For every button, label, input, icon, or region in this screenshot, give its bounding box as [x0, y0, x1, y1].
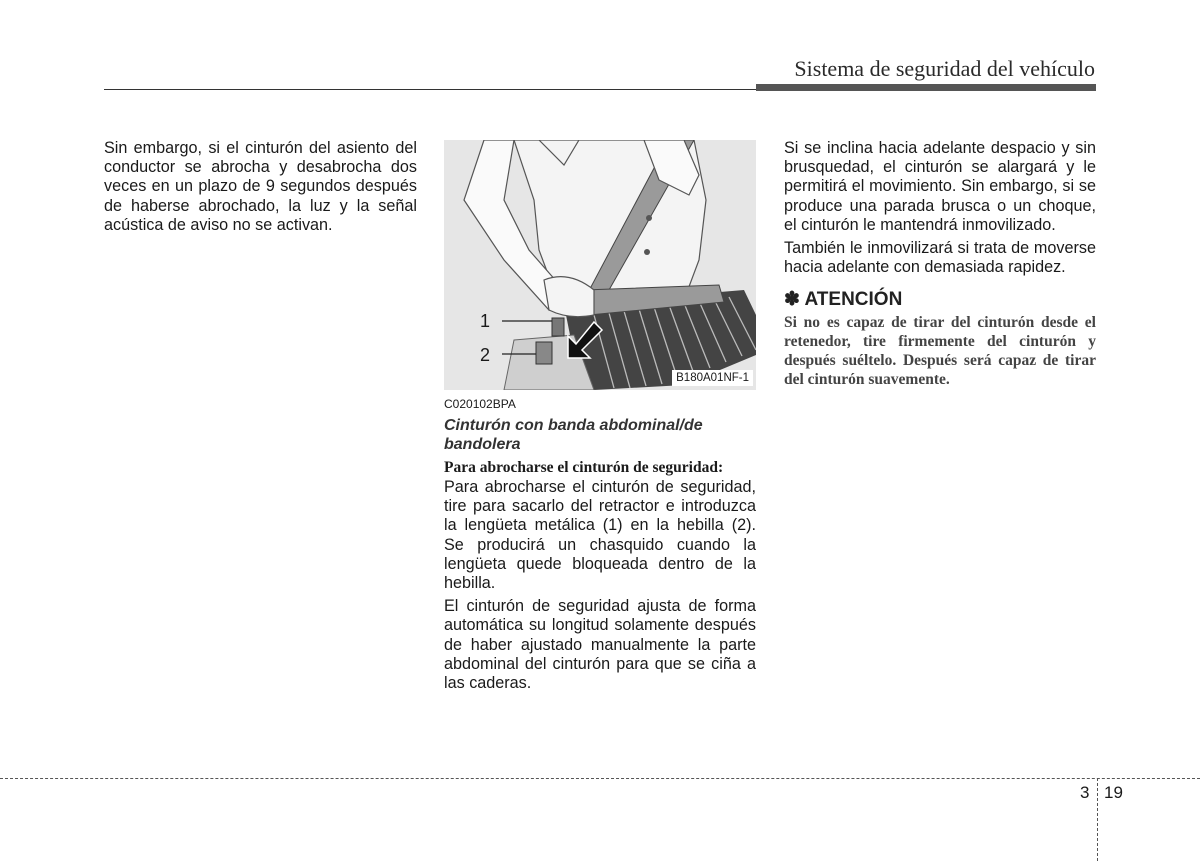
callout-label-2: 2 — [480, 345, 491, 365]
chapter-number: 3 — [1080, 783, 1090, 802]
paragraph-immobilize: También le inmovilizará si trata de moverse hacia adelante con demasiada rapidez. — [784, 239, 1096, 277]
header-rule-thick — [756, 84, 1096, 91]
callout-label-1: 1 — [480, 311, 491, 331]
footer-dashed-rule — [0, 778, 1200, 779]
seatbelt-illustration — [444, 140, 756, 390]
footer-dashed-divider — [1097, 778, 1098, 861]
paragraph-warning-light: Sin embargo, si el cinturón del asiento del conductor se abrocha y desabrocha dos veces en un plazo de 9 segundos después de haberse abrochado, la luz y la señal acústica de aviso no se activan. — [104, 139, 417, 234]
attention-text: Si no es capaz de tirar del cinturón desde el retenedor, tire firmemente del cinturón y después suéltelo. Después será capaz de tirar del cinturón suavemente. — [784, 314, 1096, 389]
figure-caption: Cinturón con banda abdominal/de bandolera — [444, 417, 703, 453]
column-left — [104, 139, 417, 235]
image-reference-code: C020102BPA — [444, 397, 516, 411]
attention-heading: ✽ ATENCIÓN — [784, 289, 903, 311]
header-rule-thin — [104, 89, 756, 90]
page-number: 19 — [1104, 783, 1123, 802]
column-right — [784, 139, 1096, 389]
subheading-fasten: Para abrocharse el cinturón de seguridad: — [444, 459, 724, 476]
paragraph-adjust: El cinturón de seguridad ajusta de forma automática su longitud solamente después de haber ajustado manualmente la parte abdominal del cinturón para que se ciña a las caderas. — [444, 597, 756, 693]
figure-code: B180A01NF-1 — [672, 370, 753, 386]
paragraph-lean-forward: Si se inclina hacia adelante despacio y sin brusquedad, el cinturón se alargará y le permitirá el movimiento. Sin embargo, si se produce una parada brusca o un choque, el cinturón le mantendrá inmovilizado. — [784, 139, 1096, 234]
column-middle — [444, 396, 756, 693]
seatbelt-drawing — [444, 140, 756, 390]
paragraph-fasten: Para abrocharse el cinturón de seguridad, tire para sacarlo del retractor e introduzca la lengüeta metálica (1) en la hebilla (2). Se producirá un chasquido cuando la lengüeta quede bloqueada dentro de la hebilla. — [444, 478, 756, 593]
section-title: Sistema de seguridad del vehículo — [794, 56, 1095, 81]
